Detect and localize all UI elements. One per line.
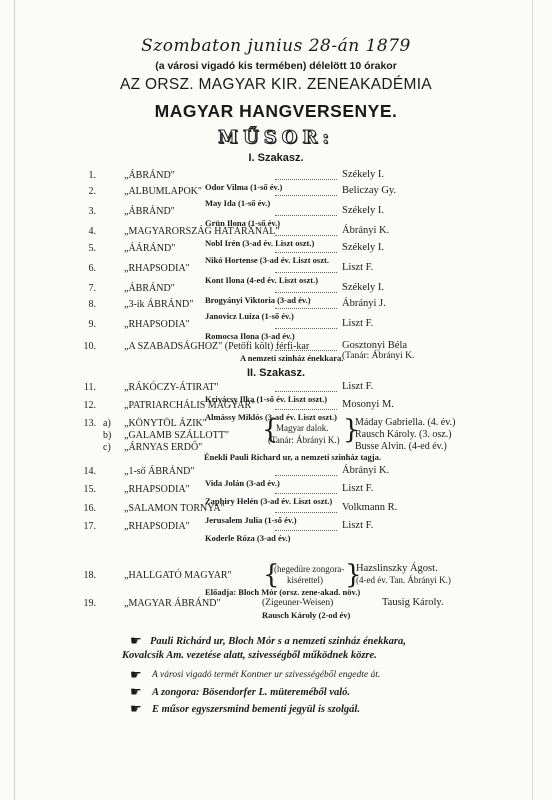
- item-composer: Liszt F.: [342, 520, 374, 531]
- pointing-hand-icon: ☛: [130, 685, 142, 700]
- item-performer: Krivácsy Ilka (1-ső év. Liszt oszt.): [205, 394, 328, 404]
- venue-line: (a városi vigadó kis termében) délelött 10 órakor: [155, 60, 397, 72]
- item-13b-composer: Rausch Károly. (3. osz.): [355, 429, 452, 440]
- item-composer: Volkmann R.: [342, 502, 398, 513]
- note-2: Kovalcsik Am. vezetése alatt, szivességből működnek közre.: [122, 650, 377, 661]
- item-composer: Ábrányi K.: [342, 225, 390, 236]
- item-title: „RHAPSODIA": [124, 319, 190, 330]
- item-composer: Liszt F.: [342, 262, 374, 273]
- item-performer: Brogyányi Viktoria (3-ad év.): [205, 295, 311, 305]
- dotted-leader: [275, 252, 337, 253]
- item-19-performer: Rausch Károly (2-od év): [262, 610, 351, 620]
- item-performer: Kont Ilona (4-ed év. Liszt oszt.): [205, 275, 319, 285]
- item-19-title: „MAGYAR ÁBRÁND": [124, 598, 221, 609]
- note-5: E műsor egyszersmind bementi jegyül is szolgál.: [152, 704, 360, 715]
- concert-title: MAGYAR HANGVERSENYE.: [154, 101, 398, 121]
- pointing-hand-icon: ☛: [130, 668, 142, 683]
- item-18-title: „HALLGATÓ MAGYAR": [124, 570, 232, 581]
- item-title: „ÁBRÁND": [124, 170, 175, 181]
- item-title: „1-ső ÁBRÁND": [124, 466, 195, 477]
- item-composer: Székely I.: [342, 282, 384, 293]
- brace-left: {: [262, 415, 279, 445]
- item-composer: Székely I.: [342, 169, 384, 180]
- item-performer: Grün Ilona (1-ső év.): [205, 218, 281, 228]
- item-title: „A SZABADSÁGHOZ" (Petőfi költ) férfi-kar: [124, 341, 310, 352]
- item-13-performer: Énekli Pauli Richard ur, a nemzeti szinház tagja.: [204, 452, 382, 462]
- item-performer: Almássy Miklós (3-ad év. Liszt oszt.): [205, 412, 337, 422]
- note-1: Pauli Richárd ur, Bloch Mór s a nemzeti szinház énekkara,: [150, 636, 406, 647]
- item-performer: Romocsa Ilona (3-ad év.): [205, 331, 295, 341]
- item-number: 2.: [88, 186, 96, 197]
- item-18-performer: Előadja: Bloch Mór (orsz. zene-akad. növ.): [205, 587, 361, 597]
- item-title: „ÁÁRÁND": [124, 243, 176, 254]
- item-number: 1.: [88, 170, 96, 181]
- item-number: 14.: [83, 466, 96, 477]
- item-number: 4.: [88, 226, 96, 237]
- dotted-leader: [275, 512, 337, 513]
- item-performer: Koderle Róza (3-ad év.): [205, 533, 291, 543]
- item-number: 16.: [83, 503, 96, 514]
- item-number: 12.: [83, 400, 96, 411]
- item-18-composer-note: (4-ed év. Tan. Ábrányi K.): [356, 575, 451, 585]
- item-13b-letter: b): [103, 430, 112, 441]
- dotted-leader: [275, 195, 337, 196]
- item-performer: Odor Vilma (1-ső év.): [205, 182, 283, 192]
- item-composer: Székely I.: [342, 242, 384, 253]
- item-number: 13.: [83, 418, 96, 429]
- item-composer: Gosztonyi Béla: [342, 340, 408, 351]
- item-composer: Liszt F.: [342, 483, 374, 494]
- item-composer: Liszt F.: [342, 318, 374, 329]
- item-19-composer: Tausig Károly.: [382, 597, 444, 608]
- dotted-leader: [275, 292, 337, 293]
- note-3: A városi vigadó termét Kontner ur szivességéből engedte át.: [152, 670, 381, 680]
- item-title: „PATRIARCHÁLIS MAGYAR": [124, 400, 256, 411]
- dotted-leader: [275, 530, 337, 531]
- item-number: 19.: [83, 598, 96, 609]
- item-number: 8.: [88, 299, 96, 310]
- dotted-leader: [275, 409, 337, 410]
- item-composer: Beliczay Gy.: [342, 185, 397, 196]
- item-performer: Nikó Hortense (3-ad év. Liszt oszt.: [205, 255, 329, 265]
- item-title: „RÁKÓCZY-ÁTIRAT": [124, 382, 219, 393]
- dotted-leader: [275, 350, 337, 351]
- item-title: „RHAPSODIA": [124, 521, 190, 532]
- pointing-hand-icon: ☛: [130, 702, 142, 717]
- item-18-accompaniment-2: kisérettel): [287, 575, 323, 585]
- item-composer: Ábrányi K.: [342, 465, 390, 476]
- date-heading: Szombaton junius 28-án 1879: [141, 36, 411, 56]
- item-number: 5.: [88, 243, 96, 254]
- brace-left: {: [263, 560, 280, 590]
- item-13a-title: „KÖNYTÖL ÁZIK": [124, 418, 207, 429]
- section-2-title: II. Szakasz.: [246, 367, 306, 379]
- item-13c-composer: Busse Alvin. (4-ed év.): [355, 441, 447, 452]
- item-number: 3.: [88, 206, 96, 217]
- dotted-leader: [275, 235, 337, 236]
- note-4: A zongora: Bösendorfer L. mütereméből való.: [152, 687, 351, 698]
- item-performer: Zaphiry Helén (3-ad év. Liszt oszt.): [205, 496, 333, 506]
- item-composer-note: (Tanár: Ábrányi K.: [342, 351, 415, 361]
- item-number: 6.: [88, 263, 96, 274]
- dotted-leader: [275, 272, 337, 273]
- item-18-composer: Hazslinszky Ágost.: [356, 563, 438, 574]
- item-18-accompaniment: (hegedüre zongora-: [274, 564, 345, 574]
- item-performer: Jerusalem Julia (1-ső év.): [205, 515, 297, 525]
- item-13a-composer: Máday Gabriella. (4. év.): [355, 417, 456, 428]
- section-1-title: I. Szakasz.: [248, 152, 304, 164]
- item-13-teacher: (Tanár: Ábrányi K.): [268, 435, 340, 445]
- brace-right: }: [343, 415, 360, 445]
- item-composer: Székely I.: [342, 205, 384, 216]
- dotted-leader: [275, 179, 337, 180]
- academy-title: AZ ORSZ. MAGYAR KIR. ZENEAKADÉMIA: [120, 76, 432, 93]
- item-title: „ÁBRÁND": [124, 206, 175, 217]
- dotted-leader: [275, 308, 337, 309]
- item-title: „RHAPSODIA": [124, 263, 190, 274]
- item-number: 9.: [88, 319, 96, 330]
- item-title: „SALAMON TORNYA": [124, 503, 225, 514]
- item-composer: Ábrányi J.: [342, 298, 386, 309]
- item-title: „RHAPSODIA": [124, 484, 190, 495]
- item-performer: May Ida (1-ső év.): [205, 198, 271, 208]
- item-title: „3-ik ÁBRÁND": [124, 299, 194, 310]
- dotted-leader: [275, 328, 337, 329]
- item-13c-title: „ÁRNYAS ERDŐ": [124, 442, 203, 453]
- item-number: 10.: [83, 341, 96, 352]
- program-heading: MŰSOR:: [218, 127, 334, 148]
- item-13-description: Magyar dalok.: [276, 423, 329, 433]
- item-title: „MAGYARORSZÁG HATÁRÁNÁL": [124, 226, 280, 237]
- item-13c-letter: c): [103, 442, 111, 453]
- item-title: „ALBUMLAPOK": [124, 186, 202, 197]
- pointing-hand-icon: ☛: [130, 634, 142, 649]
- item-composer: Mosonyi M.: [342, 399, 394, 410]
- item-number: 11.: [83, 382, 96, 393]
- item-composer: Liszt F.: [342, 381, 374, 392]
- item-performer: Nobl Irén (3-ad év. Liszt oszt.): [205, 238, 315, 248]
- item-number: 18.: [83, 570, 96, 581]
- item-number: 17.: [83, 521, 96, 532]
- dotted-leader: [275, 475, 337, 476]
- item-number: 7.: [88, 283, 96, 294]
- item-performer: Janovicz Luiza (1-ső év.): [205, 311, 294, 321]
- item-performer: Vida Jolán (3-ad év.): [205, 478, 280, 488]
- item-performer: A nemzeti szinház énekkara.: [240, 353, 344, 363]
- item-13a-letter: a): [103, 418, 111, 429]
- brace-right: }: [345, 560, 362, 590]
- item-13b-title: „GALAMB SZÁLLOTT": [124, 430, 229, 441]
- dotted-leader: [275, 391, 337, 392]
- item-title: „ÁBRÁND": [124, 283, 175, 294]
- dotted-leader: [275, 493, 337, 494]
- dotted-leader: [275, 215, 337, 216]
- item-19-subtitle: (Zigeuner-Weisen): [262, 598, 334, 608]
- item-number: 15.: [83, 484, 96, 495]
